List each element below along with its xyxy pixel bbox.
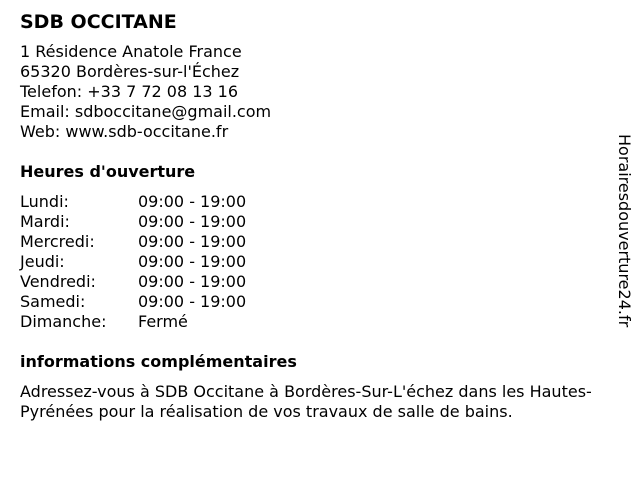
day-label: Lundi: bbox=[20, 192, 69, 211]
hours-row-saturday bbox=[20, 292, 620, 312]
address-line-2: 65320 Bordères-sur-l'Échez bbox=[20, 62, 240, 81]
hours-row-tuesday bbox=[20, 212, 620, 232]
day-label: Dimanche: bbox=[20, 312, 107, 331]
business-card bbox=[20, 10, 620, 422]
address-line-1: 1 Résidence Anatole France bbox=[20, 42, 242, 61]
day-hours: 09:00 - 19:00 bbox=[138, 292, 247, 311]
website: Web: www.sdb-occitane.fr bbox=[20, 122, 229, 141]
day-hours: 09:00 - 19:00 bbox=[138, 272, 247, 291]
additional-info-text: Adressez-vous à SDB Occitane à Bordères-Sur-L'échez dans les Hautes-Pyrénées pour la réalisation de vos travaux de salle de bains. bbox=[20, 382, 592, 421]
day-hours: 09:00 - 19:00 bbox=[138, 212, 247, 231]
day-label: Samedi: bbox=[20, 292, 86, 311]
day-hours: 09:00 - 19:00 bbox=[138, 232, 247, 251]
day-hours: 09:00 - 19:00 bbox=[138, 252, 247, 271]
hours-row-sunday bbox=[20, 312, 620, 332]
additional-info-heading: informations complémentaires bbox=[20, 352, 297, 371]
day-label: Mardi: bbox=[20, 212, 70, 231]
day-label: Vendredi: bbox=[20, 272, 96, 291]
opening-hours-table bbox=[20, 192, 620, 332]
day-label: Jeudi: bbox=[20, 252, 65, 271]
email-address: Email: sdboccitane@gmail.com bbox=[20, 102, 272, 121]
hours-row-wednesday bbox=[20, 232, 620, 252]
day-label: Mercredi: bbox=[20, 232, 95, 251]
hours-row-thursday bbox=[20, 252, 620, 272]
phone-number: Telefon: +33 7 72 08 13 16 bbox=[20, 82, 239, 101]
hours-row-friday bbox=[20, 272, 620, 292]
business-name: SDB OCCITANE bbox=[20, 11, 177, 33]
hours-row-monday bbox=[20, 192, 620, 212]
day-hours: 09:00 - 19:00 bbox=[138, 192, 247, 211]
day-hours: Fermé bbox=[138, 312, 188, 331]
source-watermark: Horairesdouverture24.fr bbox=[615, 134, 634, 328]
opening-hours-heading: Heures d'ouverture bbox=[20, 162, 196, 181]
